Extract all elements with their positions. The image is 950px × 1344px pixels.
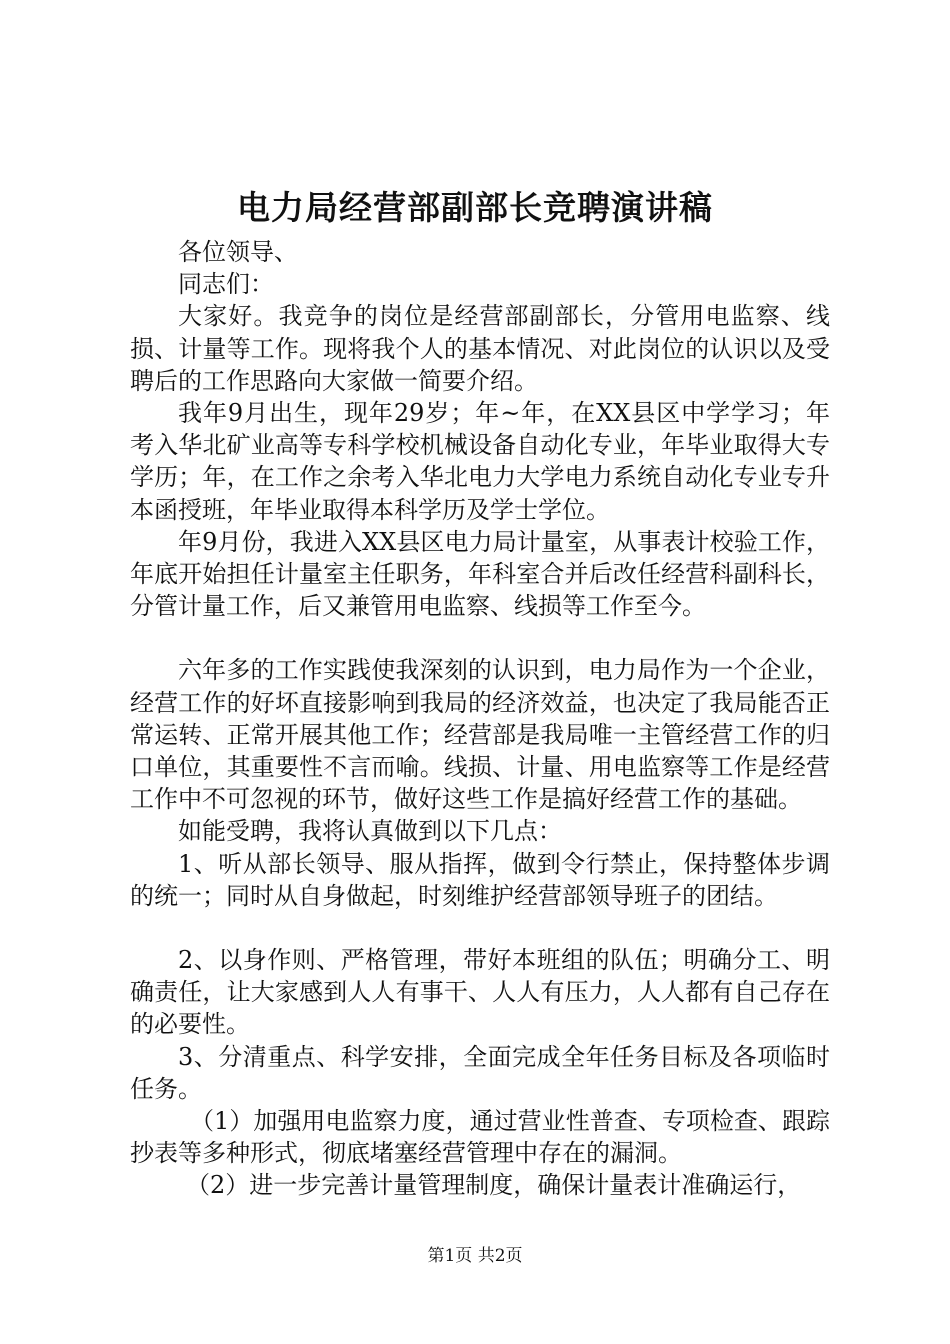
paragraph-subpoint-1: （1）加强用电监察力度，通过营业性普查、专项检查、跟踪抄表等多种形式，彻底堵塞经营管理中存在的漏洞。 xyxy=(130,1107,830,1168)
paragraph-background: 我年9月出生，现年29岁；年~年，在XX县区中学学习；年考入华北矿业高等专科学校机械设备自动化专业，年毕业取得大专学历；年，在工作之余考入华北电力大学电力系统自动化专业专升本函授班，年毕业取得本科学历及学士学位。 xyxy=(130,399,830,524)
document-body xyxy=(130,236,830,1202)
paragraph-salutation-1: 各位领导、 xyxy=(178,238,298,266)
page-footer: 第1页 共2页 xyxy=(427,1246,523,1266)
paragraph-commitment: 如能受聘，我将认真做到以下几点： xyxy=(178,817,562,846)
paragraph-point-2: 2、以身作则、严格管理，带好本班组的队伍；明确分工、明确责任，让大家感到人人有事干、人人有压力，人人都有自己存在的必要性。 xyxy=(130,946,830,1039)
document-title: 电力局经营部副部长竞聘演讲稿 xyxy=(237,188,713,227)
paragraph-point-3: 3、分清重点、科学安排，全面完成全年任务目标及各项临时任务。 xyxy=(130,1042,830,1103)
paragraph-point-1: 1、听从部长领导、服从指挥，做到令行禁止，保持整体步调的统一；同时从自身做起，时刻维护经营部领导班子的团结。 xyxy=(130,849,830,910)
paragraph-subpoint-2: （2）进一步完善计量管理制度，确保计量表计准确运行， xyxy=(186,1171,802,1200)
paragraph-understanding: 六年多的工作实践使我深刻的认识到，电力局作为一个企业，经营工作的好坏直接影响到我局的经济效益，也决定了我局能否正常运转、正常开展其他工作；经营部是我局唯一主管经营工作的归口单位，其重要性不言而喻。线损、计量、用电监察等工作是经营工作中不可忽视的环节，做好这些工作是搞好经营工作的基础。 xyxy=(130,656,830,814)
paragraph-work-history: 年9月份，我进入XX县区电力局计量室，从事表计校验工作，年底开始担任计量室主任职务，年科室合并后改任经营科副科长，分管计量工作，后又兼管用电监察、线损等工作至今。 xyxy=(130,527,830,621)
paragraph-intro: 大家好。我竞争的岗位是经营部副部长，分管用电监察、线损、计量等工作。现将我个人的基本情况、对此岗位的认识以及受聘后的工作思路向大家做一简要介绍。 xyxy=(130,302,830,395)
paragraph-salutation-2: 同志们： xyxy=(178,270,274,299)
